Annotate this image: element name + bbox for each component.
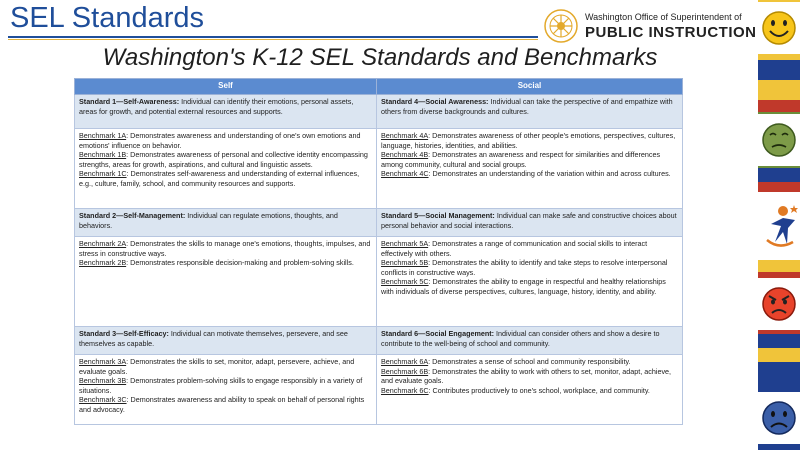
ospi-org-name: Washington Office of Superintendent of [585, 12, 742, 22]
benchmark-text: : Demonstrates the ability to work with others to set, monitor, adapt, achieve, and evaluate goals. [381, 366, 672, 385]
standard-cell [377, 209, 683, 237]
benchmark-item [79, 150, 372, 169]
benchmark-name: Benchmark 6B [381, 366, 429, 376]
benchmark-name: Benchmark 5C [381, 277, 429, 286]
benchmark-item [381, 131, 678, 150]
standard-cell [75, 327, 377, 355]
stripe-yellow [758, 80, 800, 100]
stripe-yellow [758, 348, 800, 362]
benchmark-text: : Demonstrates the skills to set, monitor, adapt, persevere, achieve, and evaluate goals. [79, 357, 355, 376]
benchmark-item [79, 357, 372, 376]
benchmark-item [381, 277, 678, 296]
standard-row [75, 95, 683, 129]
standard-name: Standard 2—Self-Management: [79, 211, 186, 220]
benchmark-name: Benchmark 3B [79, 376, 127, 385]
column-header-self: Self [75, 79, 377, 95]
benchmark-item [381, 357, 678, 367]
benchmark-name: Benchmark 6A [381, 357, 429, 366]
benchmark-text: : Demonstrates the skills to manage one's emotions, thoughts, impulses, and stress in constructive ways. [79, 239, 371, 258]
star-figure-icon [761, 202, 799, 252]
benchmark-row [75, 237, 683, 327]
benchmark-text: : Demonstrates self-awareness and understanding of external influences, e.g., culture, family, school, and community resources and supports. [79, 169, 360, 188]
stripe-navy [758, 60, 800, 80]
benchmark-item [381, 386, 678, 396]
benchmark-item [381, 169, 678, 179]
angry-face-icon [761, 284, 797, 324]
face-tile [758, 2, 800, 54]
benchmark-cell [75, 129, 377, 209]
sel-standards-table [74, 78, 683, 425]
benchmark-name: Benchmark 2A [79, 239, 127, 248]
title-underline [8, 36, 538, 40]
standard-cell [75, 95, 377, 129]
benchmark-item [79, 169, 372, 188]
benchmark-name: Benchmark 1B [79, 150, 127, 159]
benchmark-cell [377, 237, 683, 327]
benchmark-text: : Demonstrates awareness of personal and collective identity encompassing strengths, areas for growth, aspirations, and cultural and linguistic assets. [79, 150, 368, 169]
benchmark-name: Benchmark 1A [79, 131, 127, 140]
title-rule-blue [8, 36, 538, 38]
standard-name: Standard 4—Social Awareness: [381, 97, 489, 106]
benchmark-item [381, 239, 678, 258]
standard-row [75, 209, 683, 237]
benchmark-name: Benchmark 4B [381, 150, 429, 159]
stripe-navy [758, 168, 800, 182]
benchmark-name: Benchmark 3A [79, 357, 127, 366]
benchmark-row [75, 355, 683, 425]
benchmark-item [79, 131, 372, 150]
standard-text: Individual can consider others and show a desire to contribute to the well-being of school and community. [381, 329, 660, 348]
standard-name: Standard 1—Self-Awareness: [79, 97, 180, 106]
stripe-yellow [758, 260, 800, 272]
benchmark-name: Benchmark 5B [381, 258, 429, 267]
benchmark-text: : Demonstrates awareness and understanding of one's own emotions and emotions' influence on behavior. [79, 131, 361, 150]
face-tile [758, 196, 800, 256]
ospi-dept-name: PUBLIC INSTRUCTION [585, 24, 757, 41]
slide-title: SEL Standards [10, 2, 204, 34]
benchmark-text: : Demonstrates the ability to identify and take steps to resolve interpersonal conflicts in constructive ways. [381, 258, 668, 277]
standard-cell [377, 95, 683, 129]
benchmark-name: Benchmark 3C [79, 395, 127, 404]
smiley-face-icon [761, 8, 797, 48]
face-tile [758, 114, 800, 166]
standard-name: Standard 6—Social Engagement: [381, 329, 495, 338]
benchmark-text: : Demonstrates awareness of other people's emotions, perspectives, cultures, language, histories, identities, and abilities. [381, 131, 676, 150]
ospi-seal-icon [543, 8, 579, 44]
benchmark-name: Benchmark 5A [381, 239, 429, 248]
benchmark-item [381, 150, 678, 169]
ospi-logo [543, 8, 757, 42]
benchmark-text: : Demonstrates an awareness and respect for similarities and differences among community, cultural and social groups. [381, 150, 661, 169]
benchmark-name: Benchmark 4C [381, 169, 429, 178]
benchmark-text: : Demonstrates problem-solving skills to engage responsibly in a variety of situations. [79, 376, 363, 395]
standard-row [75, 327, 683, 355]
title-rule-gold [8, 39, 538, 40]
benchmark-item [381, 258, 678, 277]
benchmark-item [79, 258, 372, 268]
column-header-social: Social [377, 79, 683, 95]
benchmark-item [79, 376, 372, 395]
benchmark-text: : Demonstrates a range of communication and social skills to interact effectively with others. [381, 239, 648, 258]
benchmark-text: : Demonstrates responsible decision-making and problem-solving skills. [126, 258, 354, 267]
standard-text: Individual can identify their emotions, personal assets, areas for growth, and potential external resources and supports. [79, 97, 354, 116]
standard-name: Standard 5—Social Management: [381, 211, 495, 220]
standard-text: Individual can regulate emotions, thoughts, and behaviors. [79, 211, 338, 230]
benchmark-name: Benchmark 6C [381, 385, 429, 395]
benchmark-row [75, 129, 683, 209]
neutral-face-icon [761, 120, 797, 160]
standard-text: Individual can make safe and constructive choices about personal behavior and social interactions. [381, 211, 677, 230]
benchmark-cell [377, 129, 683, 209]
face-tile [758, 278, 800, 330]
benchmark-text: : Demonstrates awareness and ability to speak on behalf of personal rights and advocacy. [79, 395, 365, 414]
benchmark-name: Benchmark 4A [381, 131, 429, 140]
benchmark-text: : Demonstrates the ability to engage in respectful and healthy relationships with individuals of diverse perspectives, cultures, language, history, identity, and ability. [381, 277, 666, 296]
slide-subtitle: Washington's K-12 SEL Standards and Benchmarks [102, 44, 658, 71]
benchmark-item [381, 367, 678, 386]
benchmark-name: Benchmark 2B [79, 258, 127, 267]
sad-face-icon [761, 398, 797, 438]
benchmark-text: : Demonstrates an understanding of the variation within and across cultures. [428, 169, 671, 178]
table-header-row [75, 79, 683, 95]
benchmark-text: : Demonstrates a sense of school and community responsibility. [428, 357, 631, 366]
standard-cell [75, 209, 377, 237]
benchmark-text: : Contributes productively to one's school, workplace, and community. [428, 385, 650, 395]
stripe-navy [758, 334, 800, 348]
stripe-red [758, 100, 800, 112]
standard-text: Individual can motivate themselves, persevere, and see themselves as capable. [79, 329, 348, 348]
standard-text: Individual can take the perspective of and empathize with others from diverse backgrounds and cultures. [381, 97, 673, 116]
benchmark-cell [75, 237, 377, 327]
standard-name: Standard 3—Self-Efficacy: [79, 329, 169, 338]
standard-cell [377, 327, 683, 355]
face-tile [758, 392, 800, 444]
benchmark-cell [377, 355, 683, 425]
benchmark-item [79, 395, 372, 414]
decorative-side-strip [758, 0, 800, 450]
benchmark-cell [75, 355, 377, 425]
benchmark-item [79, 239, 372, 258]
stripe-red [758, 182, 800, 192]
benchmark-name: Benchmark 1C [79, 169, 127, 178]
